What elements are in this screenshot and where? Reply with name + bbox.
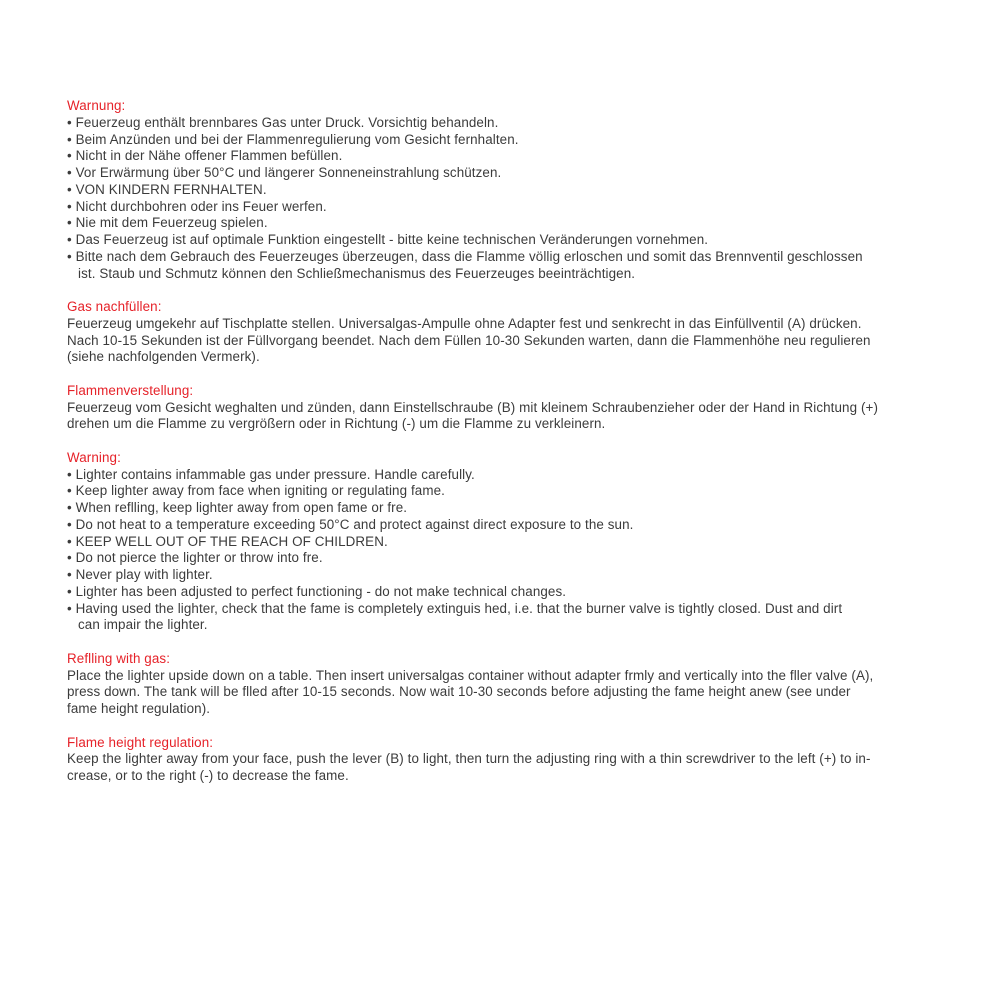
list-item (67, 148, 977, 165)
list-item (67, 550, 977, 567)
paragraph-line: Nach 10-15 Sekunden ist der Füllvorgang beendet. Nach dem Füllen 10-30 Sekunden warten, dann die Flammenhöhe neu regulieren (67, 332, 871, 348)
list-item (67, 601, 977, 635)
paragraph-line: press down. The tank will be flled after 10-15 seconds. Now wait 10-30 seconds before adjusting the fame height anew (see under (67, 684, 851, 700)
paragraph-line: (siehe nachfolgenden Vermerk). (67, 349, 260, 365)
paragraph (67, 751, 977, 785)
bullet-line: • Keep lighter away from face when igniting or regulating fame. (67, 483, 445, 499)
list-item (67, 215, 977, 232)
bullet-line: • Do not heat to a temperature exceeding 50°C and protect against direct exposure to the sun. (67, 516, 634, 532)
list-item (67, 232, 977, 249)
section-reflling-with-gas (67, 651, 977, 718)
paragraph-line: Feuerzeug vom Gesicht weghalten und zünden, dann Einstellschraube (B) mit kleinem Schraubenzieher oder der Hand in Richtung (+) (67, 399, 878, 415)
section-gas-nachfuellen (67, 299, 977, 366)
list-item (67, 483, 977, 500)
bullet-line: • Nicht durchbohren oder ins Feuer werfen. (67, 198, 327, 214)
section-warnung-de (67, 98, 977, 282)
list-item (67, 517, 977, 534)
list-item (67, 132, 977, 149)
bullet-line: • KEEP WELL OUT OF THE REACH OF CHILDREN. (67, 533, 388, 549)
section-heading: Flammenverstellung: (67, 382, 194, 398)
bullet-line: • Bitte nach dem Gebrauch des Feuerzeuges überzeugen, dass die Flamme völlig erloschen und somit das Brennventil geschlossen (67, 248, 863, 264)
bullet-line: • Lighter contains infammable gas under pressure. Handle carefully. (67, 466, 475, 482)
section-warning-en (67, 450, 977, 634)
bullet-continuation-line: ist. Staub und Schmutz können den Schließmechanismus des Feuerzeuges beeinträchtigen. (78, 265, 636, 281)
list-item (67, 500, 977, 517)
paragraph (67, 400, 977, 434)
bullet-line: • Das Feuerzeug ist auf optimale Funktion eingestellt - bitte keine technischen Veränderungen vornehmen. (67, 232, 709, 247)
paragraph (67, 316, 977, 366)
bullet-line: • Beim Anzünden und bei der Flammenregulierung vom Gesicht fernhalten. (67, 131, 519, 147)
bullet-line: • Vor Erwärmung über 50°C und längerer Sonneneinstrahlung schützen. (67, 165, 502, 180)
list-item (67, 165, 977, 182)
list-item (67, 249, 977, 283)
bullet-line: • Do not pierce the lighter or throw into fre. (67, 550, 323, 566)
bullet-line: • VON KINDERN FERNHALTEN. (67, 181, 267, 197)
paragraph-line: drehen um die Flamme zu vergrößern oder in Richtung (-) um die Flamme zu verkleinern. (67, 416, 606, 432)
bullet-line: • Nie mit dem Feuerzeug spielen. (67, 215, 268, 231)
section-heading: Gas nachfüllen: (67, 299, 162, 314)
list-item (67, 584, 977, 601)
bullet-line: • When reflling, keep lighter away from open fame or fre. (67, 500, 408, 515)
bullet-line: • Nicht in der Nähe offener Flammen befüllen. (67, 148, 343, 164)
list-item (67, 567, 977, 584)
paragraph-line: Place the lighter upside down on a table. Then insert universalgas container without adapter frmly and vertically into the fller valve (A), (67, 667, 874, 683)
list-item (67, 115, 977, 132)
paragraph (67, 668, 977, 718)
list-item (67, 467, 977, 484)
list-item (67, 199, 977, 216)
bullet-line: • Never play with lighter. (67, 567, 213, 582)
paragraph-line: Keep the lighter away from your face, push the lever (B) to light, then turn the adjusting ring with a thin screwdriver to the left (+) to in- (67, 751, 871, 767)
bullet-continuation-line: can impair the lighter. (78, 617, 208, 633)
paragraph-line: fame height regulation). (67, 701, 211, 716)
section-flame-height-regulation (67, 735, 977, 785)
paragraph-line: crease, or to the right (-) to decrease the fame. (67, 768, 349, 783)
list-item (67, 182, 977, 199)
section-flammenverstellung (67, 383, 977, 433)
section-heading: Reflling with gas: (67, 650, 171, 666)
list-item (67, 534, 977, 551)
section-heading: Warning: (67, 449, 121, 465)
bullet-line: • Having used the lighter, check that the fame is completely extinguis hed, i.e. that the burner valve is tightly closed. Dust and dirt (67, 600, 843, 616)
bullet-line: • Lighter has been adjusted to perfect functioning - do not make technical changes. (67, 583, 567, 599)
paragraph-line: Feuerzeug umgekehr auf Tischplatte stellen. Universalgas-Ampulle ohne Adapter fest und senkrecht in das Einfüllventil (A) drücken. (67, 315, 862, 331)
section-heading: Warnung: (67, 98, 126, 113)
bullet-line: • Feuerzeug enthält brennbares Gas unter Druck. Vorsichtig behandeln. (67, 114, 499, 130)
document-body (67, 98, 977, 802)
section-heading: Flame height regulation: (67, 734, 214, 750)
